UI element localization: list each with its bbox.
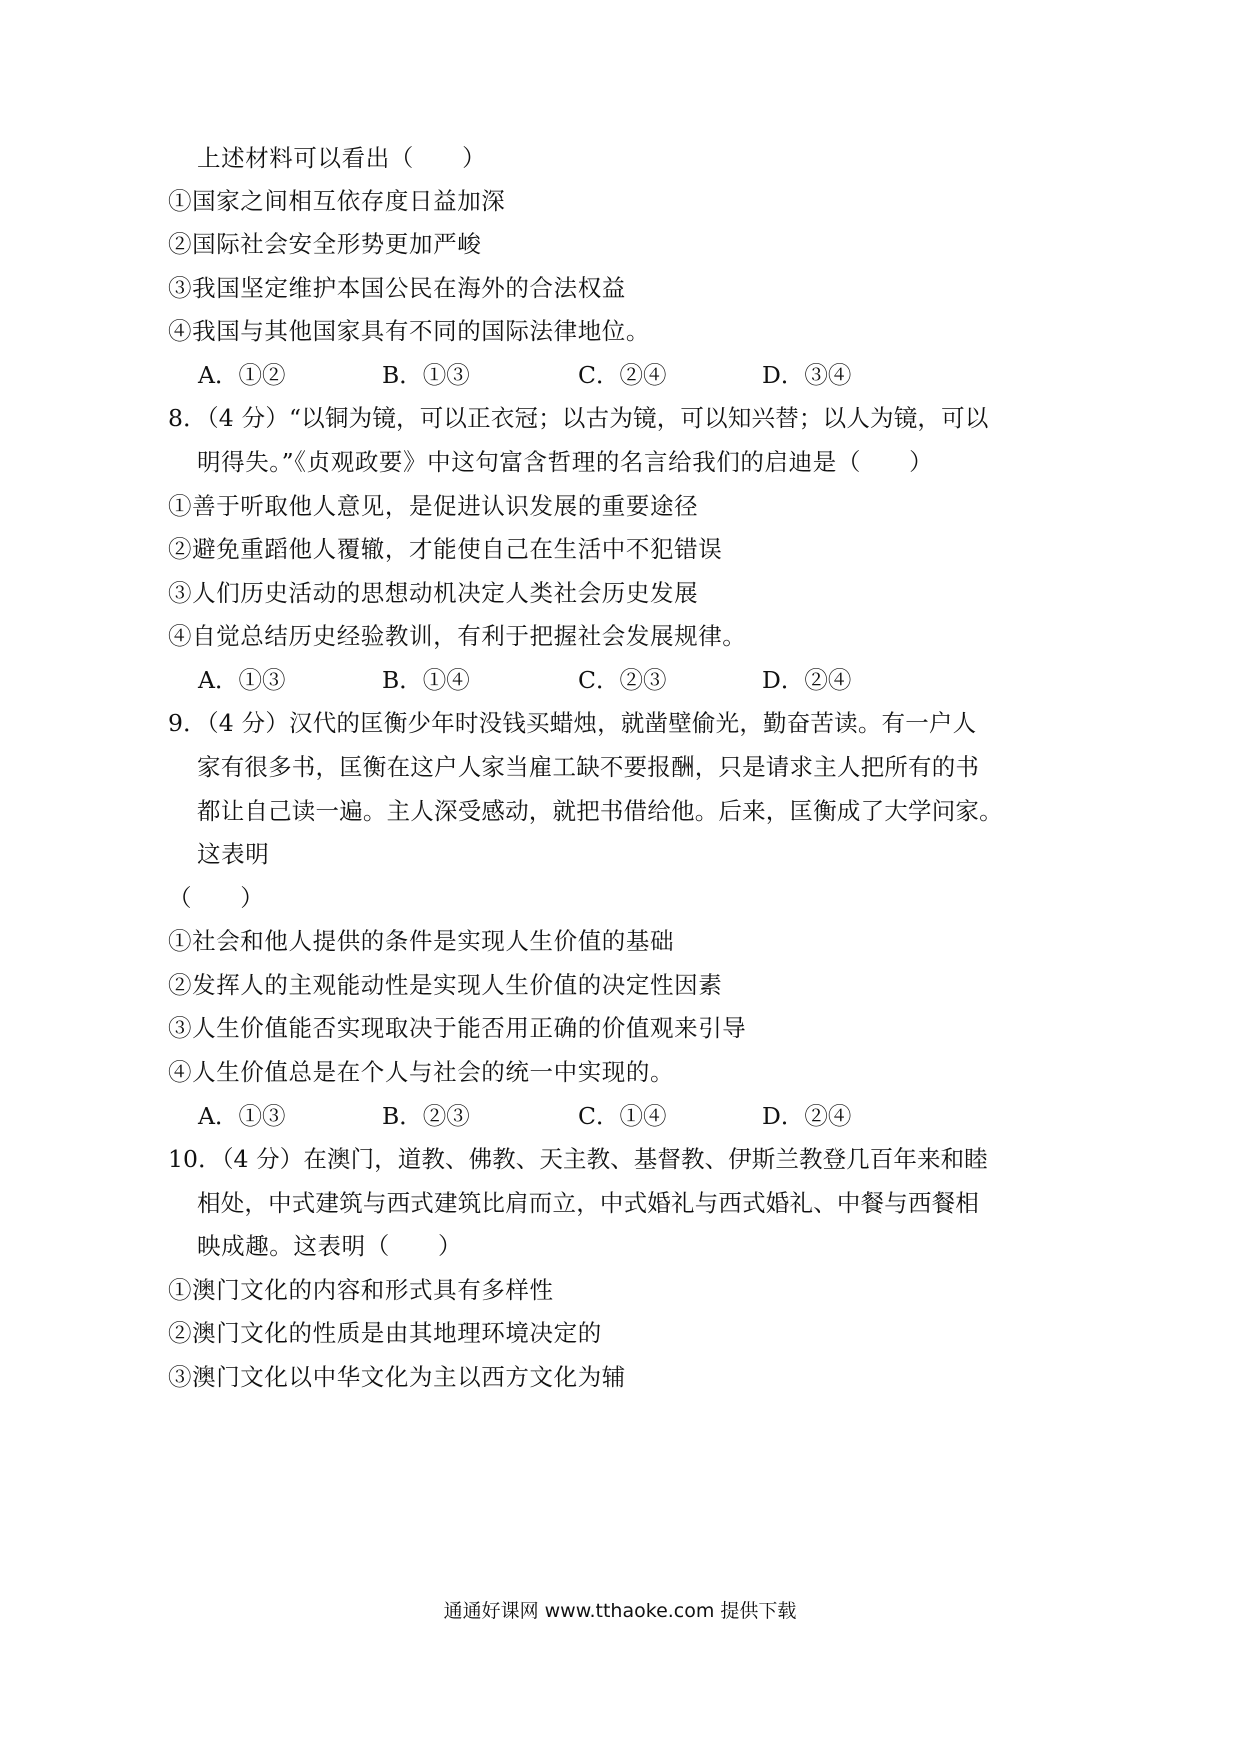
q10-stem-line-3: 映成趣。这表明（ ） [197, 1232, 463, 1260]
q7-stem-end: 上述材料可以看出（ ） [197, 144, 487, 172]
q9-stem-line-2: 家有很多书，匡衡在这户人家当雇工缺不要报酬，只是请求主人把所有的书 [197, 753, 980, 781]
q7-option-b: B．①③ [382, 361, 470, 389]
q7-option-a: A．①② [198, 361, 286, 389]
q7-item-2: ②国际社会安全形势更加严峻 [168, 230, 482, 258]
q8-option-c: C．②③ [578, 666, 667, 694]
q10-item-2: ②澳门文化的性质是由其地理环境决定的 [168, 1319, 602, 1347]
q10-item-3: ③澳门文化以中华文化为主以西方文化为辅 [168, 1363, 626, 1391]
q8-option-b: B．①④ [382, 666, 470, 694]
q8-item-1: ①善于听取他人意见，是促进认识发展的重要途径 [168, 492, 699, 520]
q7-item-4: ④我国与其他国家具有不同的国际法律地位。 [168, 317, 650, 345]
q9-item-2: ②发挥人的主观能动性是实现人生价值的决定性因素 [168, 971, 723, 999]
q9-item-4: ④人生价值总是在个人与社会的统一中实现的。 [168, 1058, 675, 1086]
q8-item-3: ③人们历史活动的思想动机决定人类社会历史发展 [168, 579, 699, 607]
page-footer: 通通好课网 www.tthaoke.com 提供下载 [443, 1600, 797, 1622]
q9-option-b: B．②③ [382, 1102, 470, 1130]
q8-item-4: ④自觉总结历史经验教训，有利于把握社会发展规律。 [168, 622, 747, 650]
q9-stem-line-4: 这表明 [197, 840, 270, 868]
q7-item-1: ①国家之间相互依存度日益加深 [168, 187, 506, 215]
q10-stem-line-1: 10．（4 分）在澳门，道教、佛教、天主教、基督教、伊斯兰教登几百年来和睦 [168, 1145, 988, 1173]
q8-option-a: A．①③ [198, 666, 286, 694]
q8-stem-line-1: 8．（4 分）“以铜为镜，可以正衣冠；以古为镜，可以知兴替；以人为镜，可以 [168, 404, 989, 432]
q7-item-3: ③我国坚定维护本国公民在海外的合法权益 [168, 274, 626, 302]
q7-option-d: D．③④ [762, 361, 852, 389]
q9-item-1: ①社会和他人提供的条件是实现人生价值的基础 [168, 927, 675, 955]
q9-answer-blank: （ ） [168, 884, 265, 912]
q7-option-c: C．②④ [578, 361, 667, 389]
q9-option-d: D．②④ [762, 1102, 852, 1130]
q10-stem-line-2: 相处，中式建筑与西式建筑比肩而立，中式婚礼与西式婚礼、中餐与西餐相 [197, 1189, 980, 1217]
q9-option-a: A．①③ [198, 1102, 286, 1130]
q10-item-1: ①澳门文化的内容和形式具有多样性 [168, 1276, 554, 1304]
q9-stem-line-1: 9．（4 分）汉代的匡衡少年时没钱买蜡烛，就凿壁偷光，勤奋苦读。有一户人 [168, 709, 977, 737]
q8-stem-line-2: 明得失。”《贞观政要》中这句富含哲理的名言给我们的启迪是（ ） [197, 448, 934, 476]
q9-stem-line-3: 都让自己读一遍。主人深受感动，就把书借给他。后来，匡衡成了大学问家。 [197, 797, 1003, 825]
q8-item-2: ②避免重蹈他人覆辙，才能使自己在生活中不犯错误 [168, 535, 723, 563]
q8-option-d: D．②④ [762, 666, 852, 694]
q9-option-c: C．①④ [578, 1102, 667, 1130]
q9-item-3: ③人生价值能否实现取决于能否用正确的价值观来引导 [168, 1014, 747, 1042]
